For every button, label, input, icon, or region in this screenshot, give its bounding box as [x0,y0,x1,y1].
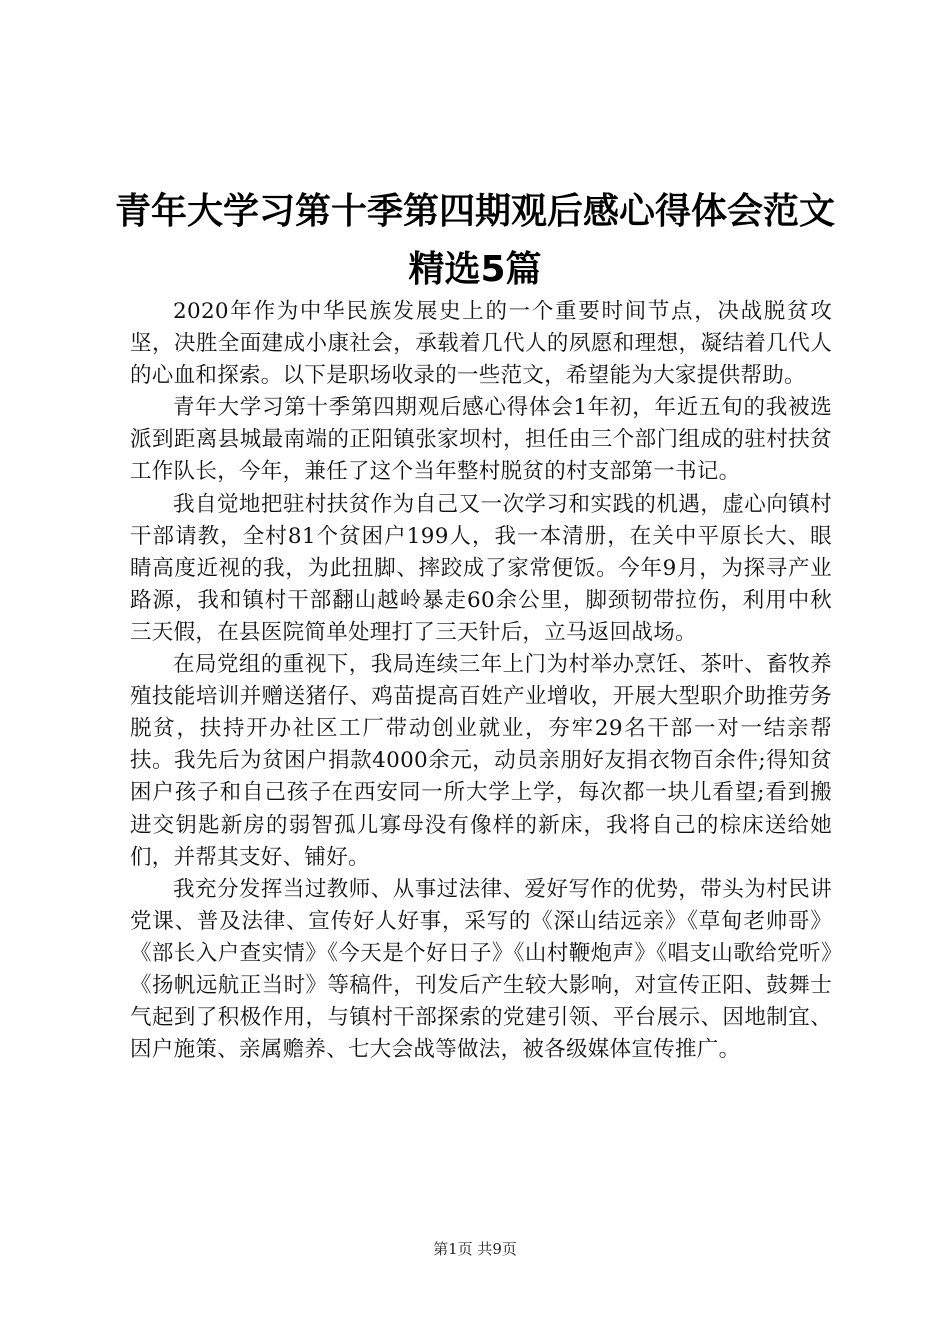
document-body [130,296,832,1066]
paragraph-party-support: 在局党组的重视下，我局连续三年上门为村举办烹饪、茶叶、畜牧养殖技能培训并赠送猪仔、鸡苗提高百姓产业增收，开展大型职介助推劳务脱贫，扶持开办社区工厂带动创业就业，夯牢29名干部一对一结亲帮扶。我先后为贫困户捐款4000余元，动员亲朋好友捐衣物百余件;得知贫困户孩子和自己孩子在西安同一所大学上学，每次都一块儿看望;看到搬进交钥匙新房的弱智孤儿寡母没有像样的新床，我将自己的棕床送给她们，并帮其支好、铺好。 [130,652,832,870]
page-number-footer: 第1页 共9页 [433,1240,517,1258]
paragraph-teaching-and-writing: 我充分发挥当过教师、从事过法律、爱好写作的优势，带头为村民讲党课、普及法律、宣传好人好事，采写的《深山结远亲》《草甸老帅哥》《部长入户查实情》《今天是个好日子》《山村鞭炮声》《唱支山歌给党听》《扬帆远航正当时》等稿件，刊发后产生较大影响，对宣传正阳、鼓舞士气起到了积极作用，与镇村干部探索的党建引领、平台展示、因地制宜、因户施策、亲属赡养、七大会战等做法，被各级媒体宣传推广。 [130,876,832,1063]
document-title-line-1: 青年大学习第十季第四期观后感心得体会范文 [114,191,835,232]
paragraph-essay-1-opening: 青年大学习第十季第四期观后感心得体会1年初，年近五旬的我被选派到距离县城最南端的正阳镇张家坝村，担任由三个部门组成的驻村扶贫工作队长，今年，兼任了这个当年整村脱贫的村支部第一书记。 [130,395,832,485]
paragraph-intro: 2020年作为中华民族发展史上的一个重要时间节点，决战脱贫攻坚，决胜全面建成小康社会，承载着几代人的夙愿和理想，凝结着几代人的心血和探索。以下是职场收录的一些范文，希望能为大家提供帮助。 [130,299,832,389]
paragraph-study-and-practice: 我自觉地把驻村扶贫作为自己又一次学习和实践的机遇，虚心向镇村干部请教，全村81个贫困户199人，我一本清册，在关中平原长大、眼睛高度近视的我，为此扭脚、摔跤成了家常便饭。今年9月，为探寻产业路源，我和镇村干部翻山越岭暴走60余公里，脚颈韧带拉伤，利用中秋三天假，在县医院简单处理打了三天针后，立马返回战场。 [130,491,832,645]
document-title-line-2: 精选5篇 [408,249,542,290]
